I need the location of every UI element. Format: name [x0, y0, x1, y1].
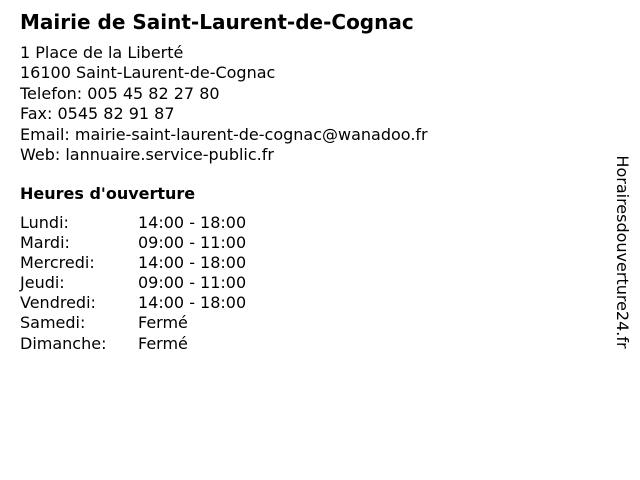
- address-city: 16100 Saint-Laurent-de-Cognac: [20, 63, 276, 83]
- day-label: Vendredi:: [20, 293, 96, 313]
- hours-row-tuesday: [20, 233, 246, 253]
- time-value: Fermé: [138, 313, 188, 333]
- time-value: 14:00 - 18:00: [138, 253, 247, 273]
- day-label: Dimanche:: [20, 333, 107, 353]
- hours-row-saturday: [20, 313, 246, 333]
- day-label: Samedi:: [20, 313, 86, 333]
- phone-line: Telefon: 005 45 82 27 80: [20, 83, 220, 103]
- time-value: Fermé: [138, 333, 188, 353]
- page-title: Mairie de Saint-Laurent-de-Cognac: [20, 10, 414, 34]
- site-watermark-label: Horairesdouverture24.fr: [613, 155, 632, 349]
- time-value: 09:00 - 11:00: [138, 273, 247, 293]
- hours-row-sunday: [20, 334, 246, 354]
- day-label: Mardi:: [20, 233, 70, 253]
- hours-row-friday: [20, 293, 246, 313]
- time-value: 09:00 - 11:00: [138, 233, 247, 253]
- hours-row-thursday: [20, 273, 246, 293]
- contact-block: [20, 43, 428, 165]
- hours-row-monday: [20, 213, 246, 233]
- web-line: Web: lannuaire.service-public.fr: [20, 145, 274, 165]
- opening-hours-table: [20, 213, 246, 354]
- time-value: 14:00 - 18:00: [138, 213, 247, 232]
- day-label: Jeudi:: [20, 273, 65, 293]
- hours-row-wednesday: [20, 253, 246, 273]
- fax-line: Fax: 0545 82 91 87: [20, 104, 175, 124]
- address-street: 1 Place de la Liberté: [20, 43, 184, 62]
- day-label: Lundi:: [20, 213, 69, 232]
- email-line: Email: mairie-saint-laurent-de-cognac@wanadoo.fr: [20, 124, 428, 144]
- opening-hours-heading: Heures d'ouverture: [20, 184, 196, 203]
- time-value: 14:00 - 18:00: [138, 293, 247, 313]
- day-label: Mercredi:: [20, 253, 95, 273]
